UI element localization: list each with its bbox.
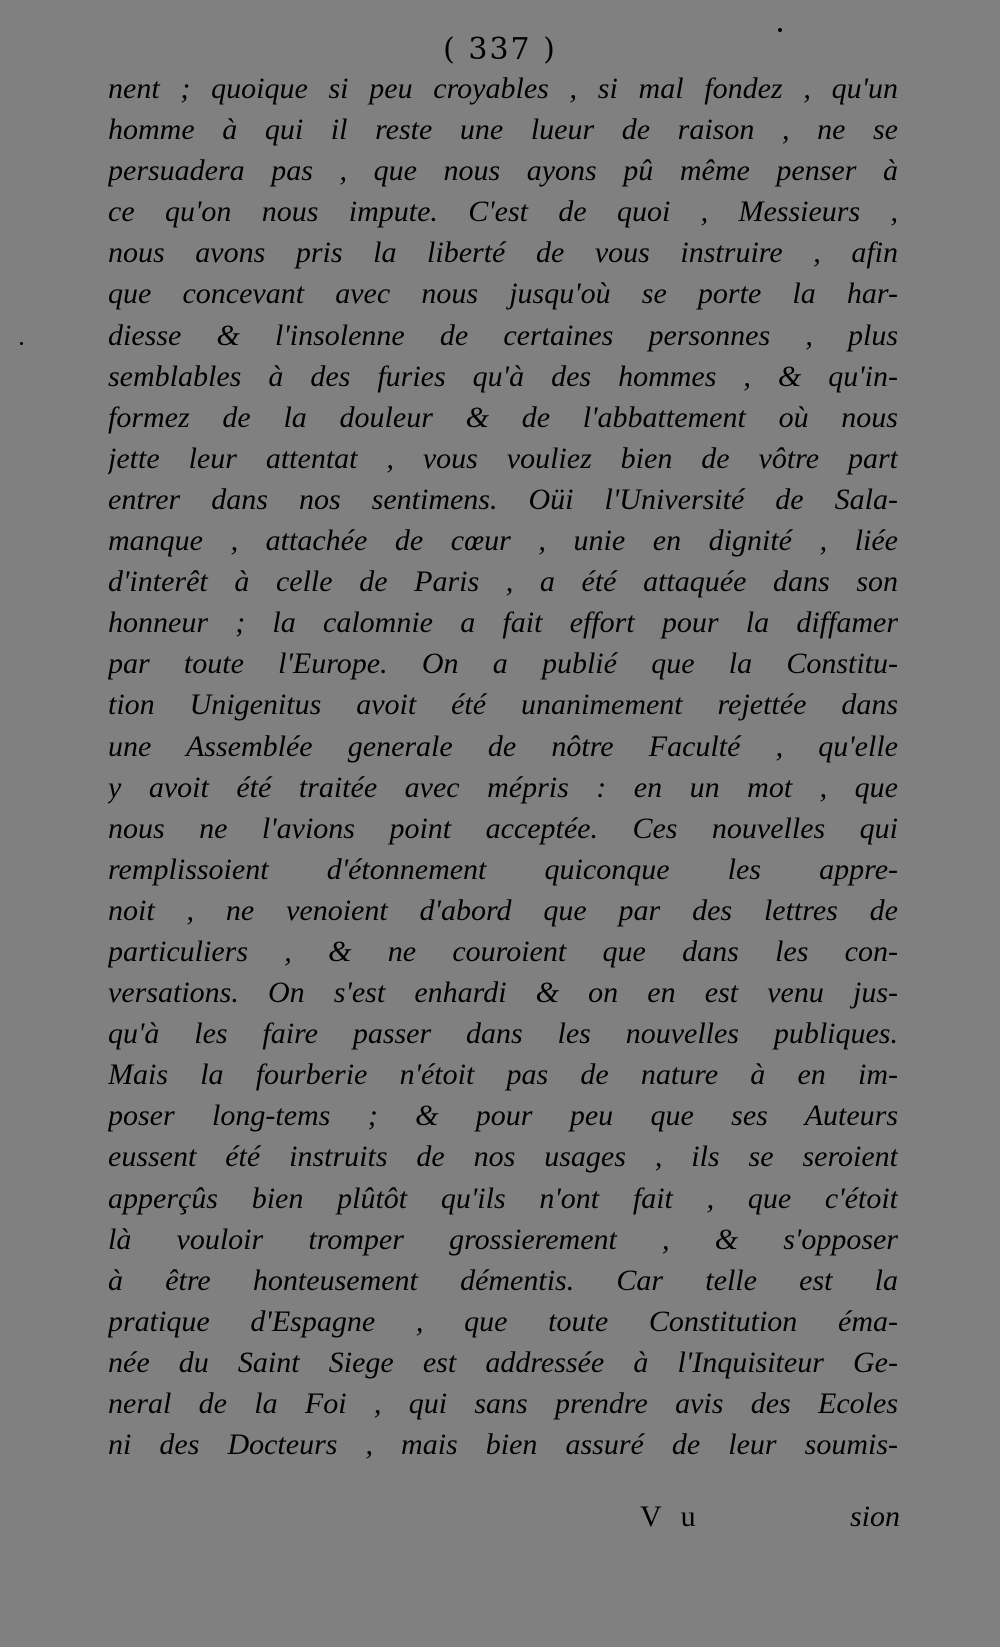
text-line: apperçûs bien plûtôt qu'ils n'ont fait , que c'étoit	[108, 1181, 898, 1215]
text-line: manque , attachée de cœur , unie en dignité , liée	[108, 524, 898, 558]
body-text	[108, 68, 898, 1465]
text-line: semblables à des furies qu'à des hommes , & qu'in-	[108, 359, 898, 393]
text-line: diesse & l'insolenne de certaines personnes , plus	[108, 318, 898, 352]
text-line: poser long-tems ; & pour peu que ses Auteurs	[108, 1099, 898, 1133]
text-line: y avoit été traitée avec mépris : en un mot , que	[108, 770, 898, 804]
text-line: entrer dans nos sentimens. Oüi l'Université de Sala-	[108, 482, 898, 516]
text-line: particuliers , & ne couroient que dans les con-	[108, 934, 898, 968]
text-line: d'interêt à celle de Paris , a été attaquée dans son	[108, 565, 898, 599]
text-line: nous avons pris la liberté de vous instruire , afin	[108, 236, 898, 270]
page-number: ( 337 )	[443, 32, 557, 67]
text-line: là vouloir tromper grossierement , & s'opposer	[108, 1222, 898, 1256]
text-line: que concevant avec nous jusqu'où se porte la har-	[108, 277, 898, 311]
text-line: remplissoient d'étonnement quiconque les appre-	[108, 852, 898, 886]
text-line: Mais la fourberie n'étoit pas de nature à en im-	[108, 1058, 898, 1092]
text-line: nent ; quoique si peu croyables , si mal fondez , qu'un	[108, 72, 898, 105]
catchword: sion	[849, 1500, 900, 1533]
page-footer	[640, 1500, 900, 1540]
text-line: une Assemblée generale de nôtre Faculté , qu'elle	[108, 729, 898, 763]
text-line: jette leur attentat , vous vouliez bien de vôtre part	[108, 441, 898, 475]
text-line: née du Saint Siege est addressée à l'Inquisiteur Ge-	[108, 1345, 898, 1379]
text-line: nous ne l'avions point acceptée. Ces nouvelles qui	[108, 811, 898, 845]
text-line: versations. On s'est enhardi & on en est venu jus-	[108, 976, 898, 1010]
text-line: honneur ; la calomnie a fait effort pour la diffamer	[108, 606, 898, 640]
signature-mark: V u	[640, 1500, 702, 1533]
text-line: neral de la Foi , qui sans prendre avis des Ecoles	[108, 1387, 898, 1420]
text-line: pratique d'Espagne , que toute Constitution éma-	[108, 1304, 898, 1338]
ink-speck	[20, 342, 23, 345]
text-line: qu'à les faire passer dans les nouvelles publiques.	[108, 1017, 898, 1051]
text-line: eussent été instruits de nos usages , ils se seroient	[108, 1140, 898, 1174]
text-line: persuadera pas , que nous ayons pû même penser à	[108, 154, 898, 188]
text-line: ce qu'on nous impute. C'est de quoi , Messieurs ,	[108, 195, 898, 229]
ink-speck	[778, 28, 782, 32]
text-line: noit , ne venoient d'abord que par des lettres de	[108, 893, 898, 927]
text-line: formez de la douleur & de l'abbattement où nous	[108, 400, 898, 434]
text-line: homme à qui il reste une lueur de raison , ne se	[108, 113, 898, 147]
text-line: à être honteusement démentis. Car telle est la	[108, 1263, 898, 1297]
text-line: par toute l'Europe. On a publié que la Constitu-	[108, 647, 898, 681]
text-line: tion Unigenitus avoit été unanimement rejettée dans	[108, 688, 898, 722]
text-line: ni des Docteurs , mais bien assuré de leur soumis-	[108, 1428, 898, 1462]
